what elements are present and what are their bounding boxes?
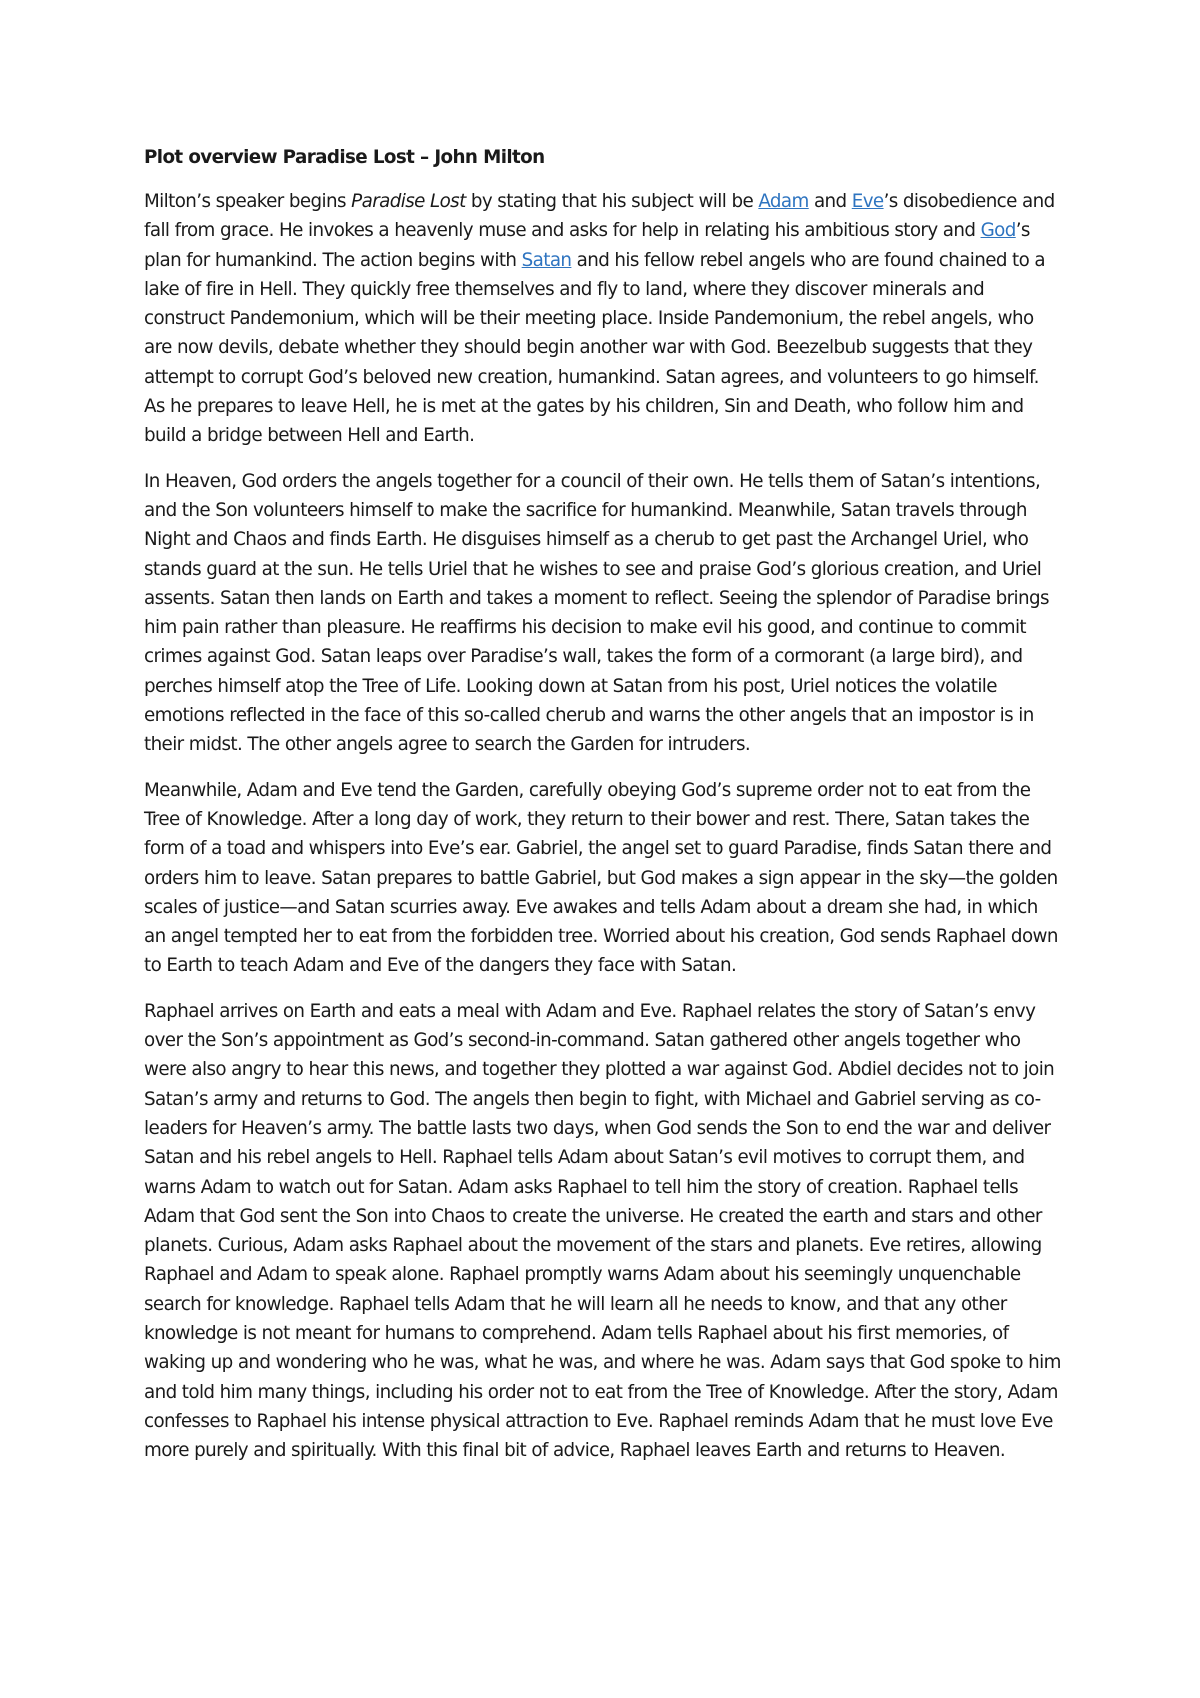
p1-text-7: and his fellow rebel angels who are found chained to a lake of fire in Hell. They quickly free themselves and fly to land, where they discover minerals and construct Pandemonium, which will be their meeting place. Inside Pandemonium, the rebel angels, who are now devils, debate whether they should begin another war with God. Beezelbub suggests that they attempt to corrupt God’s beloved new creation, humankind. Satan agrees, and volunteers to go himself. As he prepares to leave Hell, he is met at the gates by his children, Sin and Death, who follow him and build a bridge between Hell and Earth. <box>144 249 1046 447</box>
paragraph-4: Raphael arrives on Earth and eats a meal with Adam and Eve. Raphael relates the story of Satan’s envy over the Son’s appointment as God’s second-in-command. Satan gathered other angels together who were also angry to hear this news, and together they plotted a war against God. Abdiel decides not to join Satan’s army and returns to God. The angels then begin to fight, with Michael and Gabriel serving as co-leaders for Heaven’s army. The battle lasts two days, when God sends the Son to end the war and deliver Satan and his rebel angels to Hell. Raphael tells Adam about Satan’s evil motives to corrupt them, and warns Adam to watch out for Satan. Adam asks Raphael to tell him the story of creation. Raphael tells Adam that God sent the Son into Chaos to create the universe. He created the earth and stars and other planets. Curious, Adam asks Raphael about the movement of the stars and planets. Eve retires, allowing Raphael and Adam to speak alone. Raphael promptly warns Adam about his seemingly unquenchable search for knowledge. Raphael tells Adam that he will learn all he needs to know, and that any other knowledge is not meant for humans to comprehend. Adam tells Raphael about his first memories, of waking up and wondering who he was, what he was, and where he was. Adam says that God spoke to him and told him many things, including his order not to eat from the Tree of Knowledge. After the story, Adam confesses to Raphael his intense physical attraction to Eve. Raphael reminds Adam that he must love Eve more purely and spiritually. With this final bit of advice, Raphael leaves Earth and returns to Heaven. <box>144 1000 1061 1462</box>
p1-italic-title: Paradise Lost <box>351 191 466 212</box>
document-title: Plot overview Paradise Lost – John Milton <box>144 147 545 168</box>
link-satan[interactable]: Satan <box>521 249 572 271</box>
link-eve[interactable]: Eve <box>851 191 884 212</box>
document-body <box>144 143 1064 1481</box>
p1-text-3: by stating that his subject will be <box>465 191 759 212</box>
link-adam[interactable]: Adam <box>758 191 809 212</box>
paragraph-3: Meanwhile, Adam and Eve tend the Garden, carefully obeying God’s supreme order not to eat from the Tree of Knowledge. After a long day of work, they return to their bower and rest. There, Satan takes the form of a toad and whispers into Eve’s ear. Gabriel, the angel set to guard Paradise, finds Satan there and orders him to leave. Satan prepares to battle Gabriel, but God makes a sign appear in the sky—the golden scales of justice—and Satan scurries away. Eve awakes and tells Adam about a dream she had, in which an angel tempted her to eat from the forbidden tree. Worried about his creation, God sends Raphael down to Earth to teach Adam and Eve of the dangers they face with Satan. <box>144 779 1058 977</box>
p1-text-5: ’s disobedience and fall from grace. He invokes a heavenly muse and asks for help in relating his ambitious story and <box>144 191 1055 242</box>
paragraph-2: In Heaven, God orders the angels together for a council of their own. He tells them of Satan’s intentions, and the Son volunteers himself to make the sacrifice for humankind. Meanwhile, Satan travels through Night and Chaos and finds Earth. He disguises himself as a cherub to get past the Archangel Uriel, who stands guard at the sun. He tells Uriel that he wishes to see and praise God’s glorious creation, and Uriel assents. Satan then lands on Earth and takes a moment to reflect. Seeing the splendor of Paradise brings him pain rather than pleasure. He reaffirms his decision to make evil his good, and continue to commit crimes against God. Satan leaps over Paradise’s wall, takes the form of a cormorant (a large bird), and perches himself atop the Tree of Life. Looking down at Satan from his post, Uriel notices the volatile emotions reflected in the face of this so-called cherub and warns the other angels that an impostor is in their midst. The other angels agree to search the Garden for intruders. <box>144 470 1049 756</box>
p1-text-4: and <box>808 191 852 212</box>
p1-text-1: Milton’s speaker begins <box>144 191 352 212</box>
p1-text-6: ’s plan for humankind. The action begins with <box>144 220 1030 271</box>
link-god[interactable]: God <box>980 220 1016 242</box>
paragraph-1 <box>144 187 1064 451</box>
